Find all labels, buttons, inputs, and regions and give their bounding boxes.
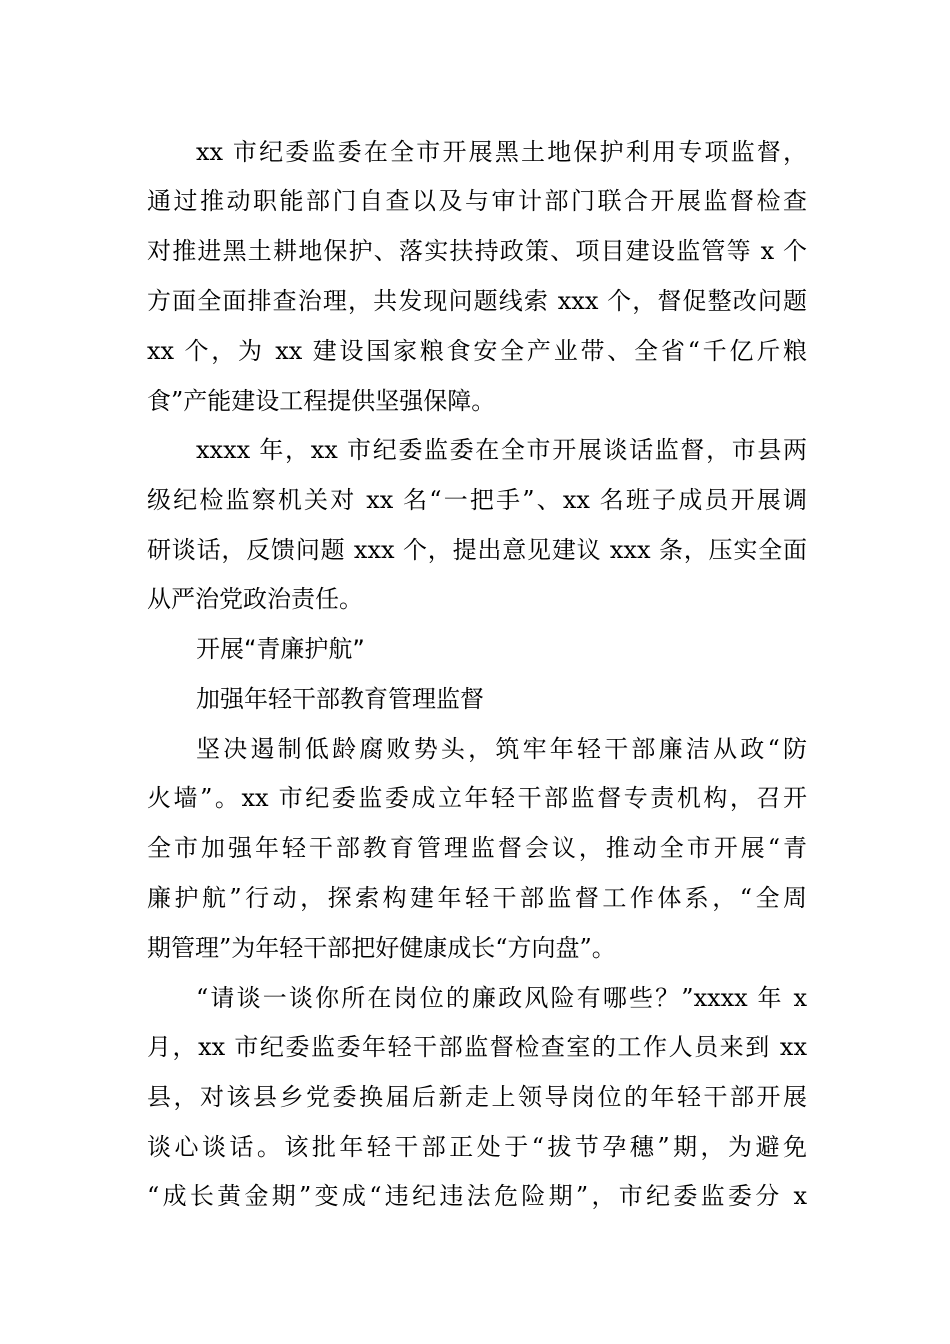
text-line: 谈心谈话。该批年轻干部正处于“拔节孕穗”期，为避免 — [147, 1133, 807, 1161]
text-line: 通过推动职能部门自查以及与审计部门联合开展监督检查 — [147, 187, 807, 215]
text-line: 月，xx 市纪委监委年轻干部监督检查室的工作人员来到 xx — [147, 1033, 807, 1061]
section-subheading: 加强年轻干部教育管理监督 — [196, 685, 484, 713]
text-line: 坚决遏制低龄腐败势头，筑牢年轻干部廉洁从政“防 — [196, 735, 807, 763]
text-line: 廉护航”行动，探索构建年轻干部监督工作体系，“全周 — [147, 884, 807, 912]
text-line: 火墙”。xx 市纪委监委成立年轻干部监督专责机构，召开 — [147, 784, 807, 812]
text-line: xx 市纪委监委在全市开展黑土地保护利用专项监督， — [196, 138, 807, 166]
text-line: 县，对该县乡党委换届后新走上领导岗位的年轻干部开展 — [147, 1083, 807, 1111]
text-line: “请谈一谈你所在岗位的廉政风险有哪些？”xxxx 年 x — [196, 984, 807, 1012]
text-line: 从严治党政治责任。 — [147, 585, 363, 613]
text-line: 方面全面排查治理，共发现问题线索 xxx 个，督促整改问题 — [147, 287, 807, 315]
section-heading: 开展“青廉护航” — [196, 635, 365, 663]
text-line: 食”产能建设工程提供坚强保障。 — [147, 387, 496, 415]
text-line: “成长黄金期”变成“违纪违法危险期”，市纪委监委分 x — [147, 1182, 807, 1210]
text-line: 对推进黑土耕地保护、落实扶持政策、项目建设监管等 x 个 — [147, 237, 807, 265]
text-line: 全市加强年轻干部教育管理监督会议，推动全市开展“青 — [147, 834, 807, 862]
text-line: 期管理”为年轻干部把好健康成长“方向盘”。 — [147, 934, 616, 962]
text-line: 级纪检监察机关对 xx 名“一把手”、xx 名班子成员开展调 — [147, 486, 807, 514]
text-line: xxxx 年，xx 市纪委监委在全市开展谈话监督，市县两 — [196, 436, 807, 464]
text-line: 研谈话，反馈问题 xxx 个，提出意见建议 xxx 条，压实全面 — [147, 536, 807, 564]
text-line: xx 个，为 xx 建设国家粮食安全产业带、全省“千亿斤粮 — [147, 337, 807, 365]
